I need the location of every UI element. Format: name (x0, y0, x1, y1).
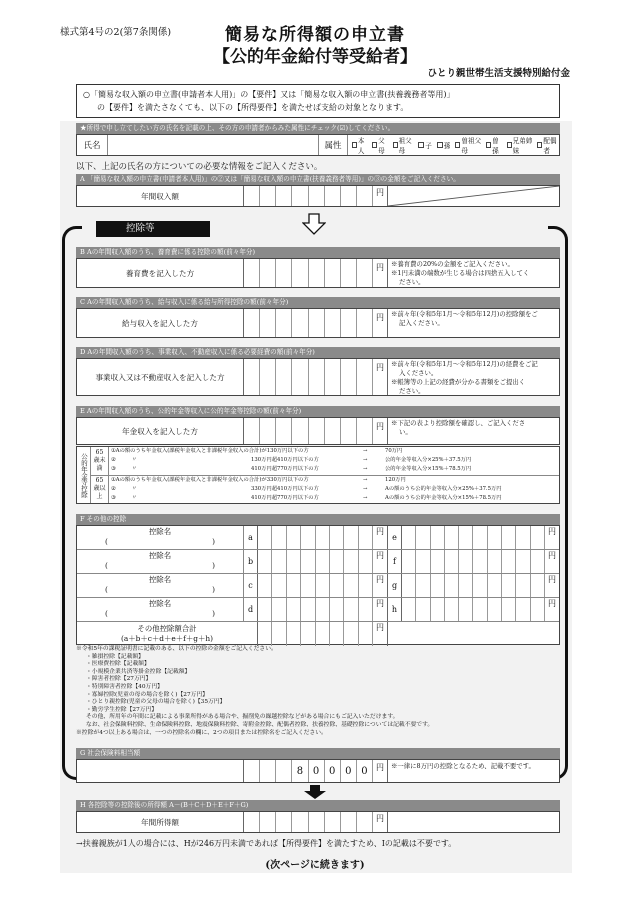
other-deduction-row (77, 574, 559, 598)
digit-cell[interactable] (301, 574, 315, 597)
footer-note: →扶養親族が1人の場合には、Hが246万円未満であれば【所得要件】を満たすため、Iの記載は不要です。 (76, 839, 457, 848)
digit-cell[interactable] (359, 550, 373, 573)
digit-cell[interactable] (502, 598, 516, 621)
row-letter: f (387, 550, 401, 573)
pension-rule-row (111, 456, 559, 465)
notice-box (76, 84, 560, 118)
digit-cell[interactable] (431, 598, 445, 621)
salary-input[interactable] (243, 309, 373, 337)
other-deduction-total-row (77, 622, 559, 646)
digit-cell[interactable] (431, 550, 445, 573)
digit-cell[interactable] (445, 526, 459, 549)
rule-arrow: → (363, 466, 368, 472)
yen-unit: 円 (376, 623, 384, 632)
paren-open: ( (105, 561, 108, 570)
pension-rule-row (111, 447, 559, 456)
note-line: ※下記の表より控除額を確認し、ご記入くださ (391, 419, 526, 427)
digit-cell[interactable] (316, 526, 330, 549)
digit-cell[interactable] (330, 526, 344, 549)
other-deductions-table (76, 525, 560, 645)
section-e-row (76, 417, 560, 445)
digit-cell[interactable] (258, 622, 272, 646)
digit-cell[interactable] (330, 598, 344, 621)
section-g-header: G 社会保険料相当額 (76, 748, 560, 759)
yen-unit: 円 (376, 263, 384, 272)
digit-cell[interactable] (287, 550, 301, 573)
under65-label: 65歳未満 (91, 447, 109, 475)
other-deduction-row (77, 526, 559, 550)
digit-cell[interactable] (488, 550, 502, 573)
yen-unit: 円 (376, 551, 384, 560)
checkbox[interactable] (537, 142, 542, 148)
row-letter: h (387, 598, 401, 621)
digit-cell[interactable] (330, 574, 344, 597)
attr-option-label: 父母 (378, 137, 385, 155)
paren-close: ) (212, 609, 215, 618)
digit-cell[interactable] (359, 574, 373, 597)
rule-result: Aの額のうち公的年金等収入分×25%＋37.5万円 (385, 485, 502, 492)
digit-cell[interactable] (502, 574, 516, 597)
digit-cell[interactable] (445, 598, 459, 621)
yen-unit: 円 (376, 814, 384, 823)
business-label: 事業収入又は不動産収入を記入した方 (95, 372, 225, 382)
page-subtitle: 【公的年金給付等受給者】 (213, 47, 417, 67)
digit-cell: 0 (309, 760, 325, 782)
attr-option-label: 兄弟姉妹 (512, 137, 533, 155)
digit-cell[interactable] (502, 550, 516, 573)
section-c-header: C Aの年間収入額のうち、給与収入に係る給与所得控除の額(前々年分) (76, 297, 560, 308)
digit-cell[interactable] (287, 622, 301, 646)
digit-cell[interactable] (459, 550, 473, 573)
rule-result: 120万円 (385, 476, 406, 483)
note-line: ※前々年(令和5年1月〜令和5年12月)の経費をご記 (391, 360, 538, 368)
note-line: ・特別障害者控除【40万円】 (86, 683, 163, 690)
digit-cell[interactable] (431, 574, 445, 597)
section-b-row (76, 258, 560, 288)
note-line: なお、社会保険料控除、生命保険料控除、地震保険料控除、寄附金控除、配偶者控除、扶養控除、基礎控除については記載不要です。 (86, 721, 434, 728)
digit-cell[interactable] (287, 526, 301, 549)
deduction-name-label: 控除名 (148, 551, 172, 560)
section-e-note (387, 418, 559, 444)
section-d-row (76, 358, 560, 396)
rule-result: 公的年金等収入分×25%＋37.5万円 (385, 457, 472, 463)
notice-line: ○「簡易な収入額の申立書(申請者本人用)」の【要件】又は「簡易な収入額の申立書(扶養義務者等用)」 (83, 90, 455, 99)
digit-cell[interactable] (473, 550, 487, 573)
digit-cell[interactable] (344, 526, 358, 549)
rule-condition-range: 410万円超770万円以下の方 (251, 466, 319, 472)
digit-cell[interactable] (516, 526, 530, 549)
paren-row (77, 561, 243, 571)
digit-cell: 0 (357, 760, 373, 782)
digit-cell[interactable] (287, 598, 301, 621)
rule-condition-range: 410万円超770万円以下の方 (251, 494, 319, 501)
rule-condition: ③ 〃 (111, 494, 137, 501)
attr-option-孫[interactable] (433, 140, 451, 150)
section-g-row (76, 759, 560, 783)
arrow-down-icon (302, 213, 326, 235)
amount-input[interactable] (257, 622, 373, 646)
pension-table (76, 446, 560, 504)
rule-condition-range: 130万円超410万円以下の方 (251, 457, 319, 463)
pension-rule-row (111, 485, 559, 494)
digit-cell[interactable] (402, 574, 416, 597)
pension-input[interactable] (243, 418, 373, 444)
attr-option-配偶者[interactable] (533, 135, 558, 155)
note-line: ・医療費控除【記載額】 (86, 661, 150, 668)
section-b-header: B Aの年間収入額のうち、養育費に係る控除の額(前々年分) (76, 247, 560, 258)
digit-cell[interactable] (301, 622, 315, 646)
attr-option-label: 孫 (443, 142, 451, 150)
note-line: ・勤労学生控除【27万円】 (86, 706, 158, 713)
rule-condition: ①Aの額のうち年金収入(課税年金収入と非課税年金収入の合計)が130万円以下の方 (111, 448, 309, 454)
rule-condition: ② 〃 (111, 457, 137, 463)
digit-cell[interactable] (416, 598, 430, 621)
under65-rows (109, 447, 559, 475)
yen-unit: 円 (376, 599, 384, 608)
section-c-row (76, 308, 560, 338)
attr-option-label: 曽孫 (492, 137, 499, 155)
digit-cell[interactable] (459, 574, 473, 597)
section-a-header: A 「簡易な収入額の申立書(申請者本人用)」の②又は「簡易な収入額の申立書(扶養義務者等用)」の③の金額をご記入ください。 (76, 174, 560, 185)
note-line: 記入ください。 (399, 319, 444, 327)
digit-cell[interactable] (316, 550, 330, 573)
digit-cell[interactable] (272, 526, 286, 549)
digit-cell[interactable] (316, 622, 330, 646)
note-line: ※1円未満の端数が生じる場合は四捨五入してく (391, 269, 530, 277)
note-line: ・寡婦控除(児童の母の場合を除く)【27万円】 (86, 691, 209, 698)
total-label (77, 622, 257, 646)
checkbox[interactable] (455, 142, 460, 148)
note-line: ※控除が4つ以上ある場合は、一つの控除名の欄に、2つの項目または控除名をご記入ください。 (76, 729, 327, 736)
other-deductions-notes (76, 646, 556, 737)
person-header: ★所得で申し立てしたい方の氏名を記載の上、その方の申請者からみた属性にチェック(☑)してください。 (76, 123, 560, 134)
notice-line: の【要件】を満たさなくても、以下の【所得要件】を満たせば支給の対象となります。 (97, 103, 409, 112)
note-line: ※養育費の20%の金額をご記入ください。 (391, 260, 514, 268)
over65-rows (109, 476, 559, 504)
digit-cell: 0 (341, 760, 357, 782)
digit-cell[interactable] (272, 550, 286, 573)
paren-row (77, 537, 243, 547)
digit-cell[interactable] (431, 526, 445, 549)
attr-option-label: 配偶者 (543, 137, 557, 155)
digit-cell[interactable] (488, 598, 502, 621)
row-letter: b (243, 550, 257, 573)
row-letter: g (387, 574, 401, 597)
digit-cell[interactable] (301, 550, 315, 573)
checkbox[interactable] (437, 142, 443, 148)
digit-cell[interactable] (531, 598, 545, 621)
section-d-note (387, 359, 559, 395)
rule-condition: ①Aの額のうち年金収入(課税年金収入と非課税年金収入の合計)が330万円以下の方 (111, 476, 309, 483)
note-line: ※令和5年の課税証明書に記載のある、以下の控除の金額をご記入ください。 (76, 646, 277, 652)
digit-cell[interactable] (330, 622, 344, 646)
digit-cell[interactable] (316, 598, 330, 621)
yen-unit: 円 (376, 422, 384, 431)
childcare-input[interactable] (243, 259, 373, 287)
social-insurance-value (243, 760, 373, 782)
amount-input[interactable] (401, 598, 545, 621)
pension-side-label: 公的年金等控除 (77, 447, 91, 503)
paren-row (77, 609, 243, 619)
pension-rule-row (111, 494, 559, 503)
digit-cell[interactable] (272, 622, 286, 646)
digit-cell[interactable] (258, 574, 272, 597)
deduction-name-field[interactable] (77, 598, 243, 621)
digit-cell[interactable] (301, 598, 315, 621)
digit-cell[interactable] (344, 574, 358, 597)
childcare-label: 養育費を記入した方 (125, 268, 195, 278)
attr-label: 属性 (324, 141, 342, 151)
pension-label: 年金収入を記入した方 (122, 426, 198, 436)
rule-arrow: → (363, 457, 368, 463)
row-letter: d (243, 598, 257, 621)
total-label-formula: (a＋b＋c＋d＋e＋f＋g＋h) (120, 634, 214, 643)
digit-cell: 0 (325, 760, 341, 782)
amount-input[interactable] (257, 598, 373, 621)
note-line: 入ください。 (399, 369, 438, 377)
digit-cell[interactable] (488, 574, 502, 597)
section-f-header: F その他の控除 (76, 514, 560, 525)
note-line: ※前々年(令和5年1月〜令和5年12月)の控除額をご (391, 310, 538, 318)
digit-cell[interactable] (359, 526, 373, 549)
attr-option-曽祖父母[interactable] (451, 135, 481, 155)
attr-option-父母[interactable] (368, 135, 387, 155)
digit-cell[interactable] (344, 550, 358, 573)
paren-close: ) (212, 561, 215, 570)
name-label: 氏名 (83, 141, 101, 151)
checkbox[interactable] (372, 142, 377, 148)
checkbox[interactable] (507, 142, 512, 148)
digit-cell[interactable] (516, 550, 530, 573)
rule-arrow: → (363, 476, 368, 483)
digit-cell[interactable] (359, 622, 373, 646)
rule-result: 70万円 (385, 448, 403, 454)
pension-rule-row (111, 465, 559, 474)
annual-income-input[interactable] (243, 186, 373, 206)
digit-cell: 8 (292, 760, 308, 782)
note-line: ださい。 (399, 387, 425, 395)
amount-input[interactable] (401, 550, 545, 573)
digit-cell[interactable] (488, 526, 502, 549)
note-line: ・小規模企業共済等掛金控除【記載額】 (86, 668, 191, 675)
attr-option-祖父母[interactable] (389, 135, 414, 155)
page-title: 簡易な所得額の申立書 (225, 25, 405, 45)
digit-cell[interactable] (330, 550, 344, 573)
attr-options (347, 135, 559, 155)
amount-input[interactable] (401, 526, 545, 549)
attr-option-label: 曽祖父母 (461, 137, 482, 155)
yen-unit: 円 (548, 599, 556, 608)
digit-cell[interactable] (344, 622, 358, 646)
digit-cell[interactable] (473, 598, 487, 621)
deduction-name-label: 控除名 (148, 527, 172, 536)
over65-label: 65歳以上 (91, 476, 109, 504)
section-d-header: D Aの年間収入額のうち、事業収入、不動産収入に係る必要経費の額(前々年分) (76, 347, 560, 358)
section-h-header: H 各控除等の控除後の所得額 A－(B＋C＋D＋E＋F＋G) (76, 800, 560, 811)
deduction-name-field[interactable] (77, 526, 243, 549)
yen-unit: 円 (548, 527, 556, 536)
digit-cell[interactable] (473, 526, 487, 549)
continue-text: (次ページに続きます) (265, 860, 365, 871)
digit-cell[interactable] (516, 574, 530, 597)
digit-cell[interactable] (344, 598, 358, 621)
digit-cell[interactable] (459, 598, 473, 621)
digit-cell[interactable] (416, 574, 430, 597)
digit-cell[interactable] (402, 598, 416, 621)
digit-cell[interactable] (531, 526, 545, 549)
rule-result: Aの額のうち公的年金等収入分×15%＋78.5万円 (385, 494, 502, 501)
digit-cell[interactable] (301, 526, 315, 549)
digit-cell[interactable] (258, 598, 272, 621)
total-label-line: その他控除額合計 (137, 624, 197, 633)
checkbox[interactable] (393, 142, 398, 148)
yen-unit: 円 (376, 575, 384, 584)
digit-cell[interactable] (359, 598, 373, 621)
deduction-name-label: 控除名 (148, 575, 172, 584)
paren-open: ( (105, 585, 108, 594)
paren-close: ) (212, 537, 215, 546)
digit-cell[interactable] (272, 598, 286, 621)
rule-condition: ③ 〃 (111, 466, 137, 472)
yen-unit: 円 (376, 313, 384, 322)
note-line: ださい。 (399, 278, 425, 286)
digit-cell[interactable] (258, 526, 272, 549)
paren-open: ( (105, 609, 108, 618)
yen-unit: 円 (376, 188, 384, 197)
digit-cell[interactable] (416, 550, 430, 573)
diagonal-slash (387, 186, 559, 206)
attr-option-曽孫[interactable] (482, 135, 501, 155)
other-deduction-row (77, 598, 559, 622)
digit-cell[interactable] (445, 574, 459, 597)
row-letter: e (387, 526, 401, 549)
amount-input[interactable] (401, 574, 545, 597)
rule-arrow: → (363, 448, 368, 454)
amount-input[interactable] (257, 550, 373, 573)
digit-cell[interactable] (287, 574, 301, 597)
rule-arrow: → (363, 485, 368, 492)
yen-unit: 円 (376, 363, 384, 372)
intro-text: 以下、上記の氏名の方についての必要な情報をご記入ください。 (76, 162, 323, 172)
person-row (76, 134, 560, 156)
form-number: 様式第4号の2(第7条関係) (60, 27, 172, 38)
note-line: ・障害者控除【27万円】 (86, 676, 152, 683)
annual-income-after-label: 年間所得額 (141, 817, 179, 827)
benefit-name: ひとり親世帯生活支援特別給付金 (427, 68, 570, 79)
arrow-down-icon (304, 785, 326, 799)
section-e-header: E Aの年間収入額のうち、公的年金等収入に公的年金等控除の額(前々年分) (76, 406, 560, 417)
amount-input[interactable] (257, 574, 373, 597)
digit-cell[interactable] (272, 574, 286, 597)
digit-cell[interactable] (445, 550, 459, 573)
attr-option-兄弟姉妹[interactable] (503, 135, 533, 155)
section-g-note: ※一律に8万円の控除となるため、記載不要です。 (387, 760, 559, 782)
checkbox[interactable] (352, 142, 357, 148)
business-input[interactable] (243, 359, 373, 395)
attr-option-子[interactable] (414, 140, 432, 150)
deduction-name-field[interactable] (77, 574, 243, 597)
other-deduction-row (77, 550, 559, 574)
salary-label: 給与収入を記入した方 (122, 318, 198, 328)
note-line: ・ひとり親控除(児童の父母の場合を除く)【35万円】 (86, 699, 226, 706)
blank (387, 622, 559, 646)
digit-cell[interactable] (402, 526, 416, 549)
digit-cell[interactable] (502, 526, 516, 549)
digit-cell[interactable] (473, 574, 487, 597)
yen-unit: 円 (376, 527, 384, 536)
paren-open: ( (105, 537, 108, 546)
yen-unit: 円 (548, 551, 556, 560)
attr-option-label: 本人 (357, 137, 365, 155)
rule-result: 公的年金等収入分×15%＋78.5万円 (385, 466, 472, 472)
row-letter: a (243, 526, 257, 549)
attr-option-本人[interactable] (348, 135, 367, 155)
paren-row (77, 585, 243, 595)
digit-cell[interactable] (316, 574, 330, 597)
deduction-name-label: 控除名 (148, 599, 172, 608)
note-line: ・雑損控除【記載額】 (86, 653, 144, 660)
digit-cell[interactable] (516, 598, 530, 621)
rule-arrow: → (363, 494, 368, 501)
attr-option-label: 祖父母 (398, 137, 412, 155)
digit-cell[interactable] (416, 526, 430, 549)
paren-close: ) (212, 585, 215, 594)
checkbox[interactable] (418, 142, 424, 148)
section-b-note (387, 259, 559, 287)
deduction-title: 控除等 (96, 221, 210, 237)
section-h-row (76, 811, 560, 833)
name-input[interactable] (107, 135, 319, 155)
section-c-note (387, 309, 559, 337)
digit-cell[interactable] (459, 526, 473, 549)
pension-rule-row (111, 476, 559, 485)
yen-unit: 円 (376, 763, 384, 772)
note-line: その他、所用年の年間に記載による事業所得がある場合や、掘削免の繰越控除などがある場合にもご記入いただけます。 (86, 714, 399, 721)
yen-unit: 円 (548, 575, 556, 584)
deduction-name-field[interactable] (77, 550, 243, 573)
section-a-row (76, 185, 560, 207)
digit-cell[interactable] (531, 550, 545, 573)
row-letter: c (243, 574, 257, 597)
annual-income-label: 年間収入額 (141, 191, 179, 201)
rule-condition-range: 330万円超410万円以下の方 (251, 485, 319, 492)
rule-condition: ② 〃 (111, 485, 137, 492)
note-line: ※帳簿等の上記の経費が分かる書類をご提出く (391, 378, 526, 386)
annual-income-after-input[interactable] (243, 812, 373, 832)
digit-cell[interactable] (258, 550, 272, 573)
digit-cell[interactable] (402, 550, 416, 573)
amount-input[interactable] (257, 526, 373, 549)
note-line: い。 (399, 428, 412, 436)
attr-option-label: 子 (425, 142, 432, 150)
digit-cell[interactable] (531, 574, 545, 597)
checkbox[interactable] (486, 142, 491, 148)
